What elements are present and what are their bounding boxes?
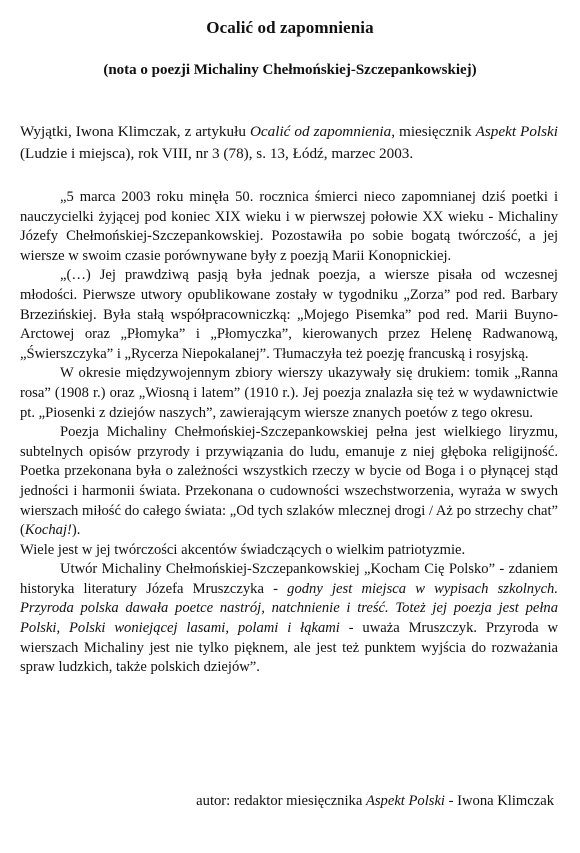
signature-text-1: autor: redaktor miesięcznika bbox=[196, 793, 366, 809]
source-text-2: , miesięcznik bbox=[391, 123, 476, 140]
signature-text-2: - Iwona Klimczak bbox=[444, 793, 554, 809]
paragraph-5: Wiele jest w jej twórczości akcentów świadczących o wielkim patriotyzmie. bbox=[20, 541, 466, 558]
paragraph-6-text-1: Utwór Michaliny Chełmońskiej-Szczepankowskiej „Kocham Cię Polsko” - zdaniem historyka literatury Józefa Mruszczyka - bbox=[20, 561, 558, 597]
paragraph-1: „5 marca 2003 roku minęła 50. rocznica śmierci nieco zapomnianej dziś poetki i nauczycielki żyjącej pod koniec XIX wieku i w pierwszej połowie XX wieku - Michaliny Józefy Chełmońskiej-Szczepankowskiej. Pozostawiła po sobie bogatą twórczość, a jej wiersze w swoim czasie porównywane były z poezją Marii Konopnickiej. bbox=[20, 189, 558, 264]
source-magazine: Aspekt Polski bbox=[475, 123, 559, 140]
signature-magazine: Aspekt Polski bbox=[365, 793, 445, 809]
source-citation bbox=[20, 121, 558, 165]
paragraph-6-text-2: - uważa Mruszczyk. Przyroda w wierszach Michaliny jest nie tylko pięknem, ale jest też punktem wyjścia do rozważania spraw ludzkich, także polskich dziejów”. bbox=[20, 620, 558, 676]
source-text-1: Wyjątki, Iwona Klimczak, z artykułu bbox=[20, 123, 250, 140]
paragraph-6-quote: godny jest miejsca w wypisach szkolnych. Przyroda polska dawała poetce nastrój, natchnienie i treść. Toteż jej poezja jest pełna Polski, Polski woniejącej lasami, polami i łąkami bbox=[20, 580, 558, 637]
paragraph-2: „(…) Jej prawdziwą pasją była jednak poezja, a wiersze pisała od wczesnej młodości. Pierwsze utwory opublikowane zostały w tygodniku „Zorza” pod red. Barbary Brzezińskiej. Była stałą współpracowniczką: „Mojego Pisemka” pod red. Marii Buyno-Arctowej oraz „Płomyka” i „Płomyczka”, kierowanych przez Helenę Radwanową, „Świerszczyka” i „Rycerza Niepokalanej”. Tłumaczyła też poezję francuską i rosyjską. bbox=[20, 267, 558, 362]
paragraph-6 bbox=[20, 560, 558, 678]
paragraph-4-end: ). bbox=[71, 522, 81, 539]
document-subtitle: (nota o poezji Michaliny Chełmońskiej-Szczepankowskiej) bbox=[103, 62, 477, 78]
document-title: Ocalić od zapomnienia bbox=[206, 18, 374, 37]
source-article-title: Ocalić od zapomnienia bbox=[249, 123, 392, 140]
source-text-3: (Ludzie i miejsca), rok VIII, nr 3 (78), s. 13, Łódź, marzec 2003. bbox=[20, 145, 414, 162]
article-body bbox=[20, 188, 558, 678]
paragraph-4 bbox=[20, 423, 558, 541]
paragraph-4-italic: Kochaj! bbox=[24, 522, 72, 539]
paragraph-4-text: Poezja Michaliny Chełmońskiej-Szczepankowskiej pełna jest wielkiego liryzmu, subtelnych opisów przyrody i przywiązania do ludu, emanuje z niej głęboka religijność. Poetka przekonana była o zależności wszystkich rzeczy w bycie od Boga i o płynącej stąd jedności i harmonii świata. Przekonana o cudowności wszechstworzenia, wyraża w swych wierszach miłość do całego świata: „Od tych szlaków mlecznej drogi / Aż po strzechy chat” ( bbox=[20, 424, 558, 539]
paragraph-3: W okresie międzywojennym zbiory wierszy ukazywały się drukiem: tomik „Ranna rosa” (1908 r.) oraz „Wiosną i latem” (1910 r.). Jej poezja znalazła się też w wydawnictwie pt. „Piosenki z dziejów naszych”, zawierającym wiersze znanych poetów z tego okresu. bbox=[20, 365, 558, 421]
author-signature bbox=[196, 793, 554, 810]
